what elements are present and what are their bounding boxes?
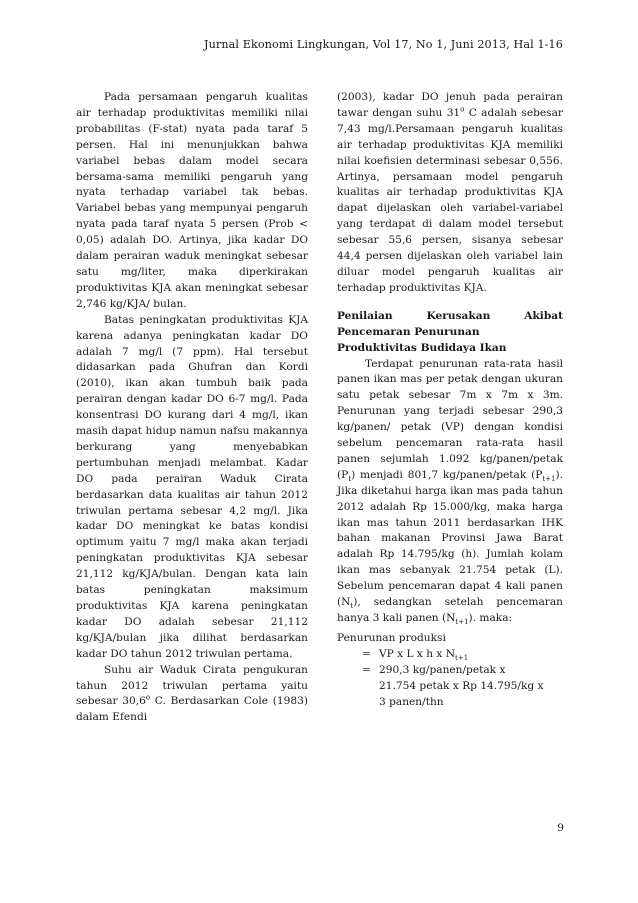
paragraph-harvest-decline: Terdapat penurunan rata-rata hasil panen ikan mas per petak dengan ukuran satu petak sebesar 7m x 7m x 3m. Penurunan yang terjadi sebesar 290,3 kg/panen/ petak (VP) dengan kondisi sebelum pencemaran rata-rata hasil panen sejumlah 1.092 kg/panen/petak $(P_t)$ menjadi 801,7 kg/panen/petak $(P_{t+1})$. Jika diketahui harga ikan mas pada tahun 2012 adalah Rp 15.000/kg, maka harga ikan mas tahun 2011 berdasarkan IHK bahan makanan Provinsi Jawa Barat adalah Rp 14.795/kg (h). Jumlah kolam ikan mas sebanyak 21.754 petak (L). Sebelum pencemaran dapat 4 kali panen $(N_t)$, sedangkan setelah pencemaran hanya 3 kali panen $(N_{t+1})$. maka: bbox=[337, 357, 563, 627]
formula-line: 21.754 petak x Rp 14.795/kg x bbox=[379, 679, 544, 692]
formula-line: = VP x L x h x $N_{t+1}$ bbox=[362, 647, 469, 662]
running-head: Jurnal Ekonomi Lingkungan, Vol 17, No 1, Juni 2013, Hal 1-16 bbox=[203, 38, 563, 51]
paragraph-water-temperature: Suhu air Waduk Cirata pengukuran tahun 2012 triwulan pertama yaitu sebesar 30,6$^o$ C. Berdasarkan Cole (1983) dalam Efendi bbox=[76, 663, 308, 724]
paragraph-dissolved-oxygen-effect: Pada persamaan pengaruh kualitas air terhadap produktivitas memiliki nilai probabilitas (F-stat) nyata pada taraf 5 persen. Hal ini menunjukkan bahwa variabel bebas dalam model secara bersama-sama memiliki pengaruh yang nyata terhadap variabel tak bebas. Variabel bebas yang mempunyai pengaruh nyata pada taraf nyata 5 persen (Prob < 0,05) adalah DO. Artinya, jika kadar DO dalam perairan waduk meningkat sebesar satu mg/liter, maka diperkirakan produktivitas KJA akan meningkat sebesar 2,746 kg/KJA/ bulan. bbox=[76, 91, 308, 310]
production-loss-formula bbox=[337, 631, 563, 711]
page-number: 9 bbox=[557, 822, 564, 834]
left-column bbox=[76, 90, 308, 726]
paragraph-saturated-do: (2003), kadar DO jenuh pada perairan tawar dengan suhu 31$^o$ C adalah sebesar 7,43 mg/l.Persamaan pengaruh kualitas air terhadap produktivitas KJA memiliki nilai koefisien determinasi sebesar 0,556. Artinya, persamaan model pengaruh kualitas air terhadap produktivitas KJA dapat dijelaskan oleh variabel-variabel yang terdapat di dalam model tersebut sebesar 55,6 persen, sisanya sebesar 44,4 persen dijelaskan oleh variabel lain diluar model pengaruh kualitas air terhadap produktivitas KJA. bbox=[337, 91, 563, 294]
formula-label: Penurunan produksi bbox=[337, 631, 446, 644]
paragraph-productivity-limit: Batas peningkatan produktivitas KJA karena adanya peningkatan kadar DO adalah 7 mg/l (7 ppm). Hal tersebut didasarkan pada Ghufran dan Kordi (2010), ikan akan tumbuh baik pada perairan dengan kadar DO 6-7 mg/l. Pada konsentrasi DO kurang dari 4 mg/l, ikan masih dapat hidup namun nafsu makannya berkurang yang menyebabkan pertumbuhan menjadi melambat. Kadar DO pada perairan Waduk Cirata berdasarkan data kualitas air tahun 2012 triwulan pertama sebesar 4,2 mg/l. Jika kadar DO meningkat ke batas kondisi optimum yaitu 7 mg/l maka akan terjadi peningkatan produktivitas KJA sebesar 21,112 kg/KJA/bulan. Dengan kata lain batas peningkatan maksimum produktivitas KJA karena peningkatan kadar DO adalah sebesar 21,112 kg/KJA/bulan jika dilihat berdasarkan kadar DO tahun 2012 triwulan pertama. bbox=[76, 313, 308, 660]
section-heading: Penilaian Kerusakan Akibat Pencemaran Penurunan Produktivitas Budidaya Ikan bbox=[337, 309, 563, 354]
formula-line: 3 panen/thn bbox=[379, 695, 444, 708]
right-column bbox=[337, 90, 563, 710]
formula-line: = 290,3 kg/panen/petak x bbox=[362, 663, 506, 676]
